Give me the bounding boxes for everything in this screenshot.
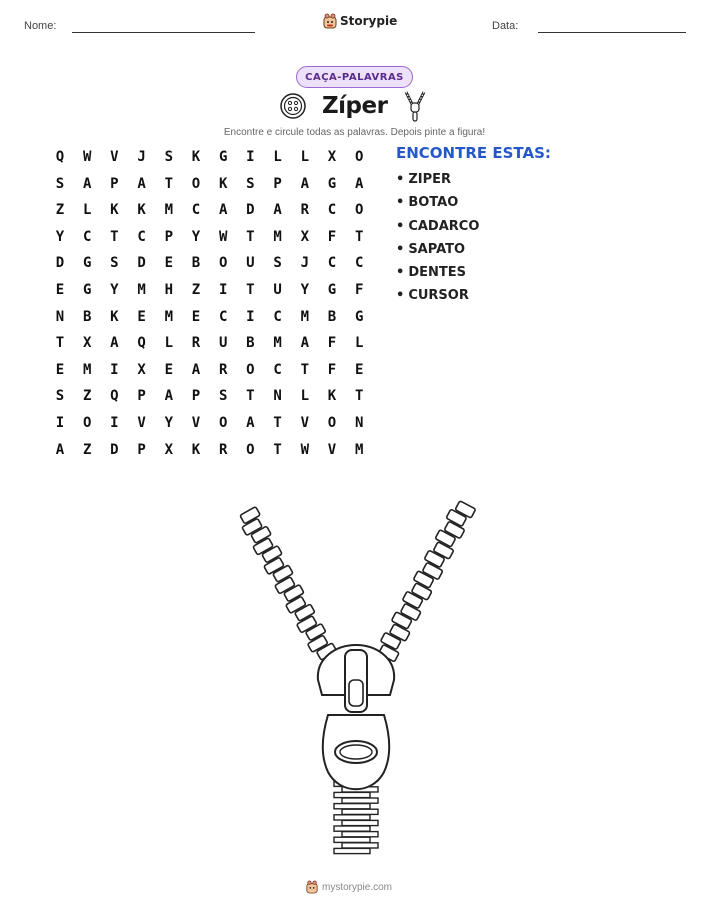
grid-letter: V <box>110 149 119 165</box>
grid-letter: Q <box>55 149 65 165</box>
grid-letter: C <box>137 228 146 245</box>
word-list-label: CADARCO <box>408 218 480 234</box>
grid-letter: N <box>273 388 282 405</box>
word-list-title: ENCONTRE ESTAS: <box>396 144 551 162</box>
grid-letter: A <box>273 202 282 219</box>
word-list <box>396 171 479 311</box>
bullet: • <box>396 195 405 211</box>
grid-letter: X <box>300 228 310 245</box>
grid-letter: S <box>273 255 282 272</box>
category-badge: CAÇA-PALAVRAS <box>296 66 413 88</box>
bullet: • <box>396 172 405 187</box>
grid-letter: E <box>354 361 364 378</box>
grid-letter: M <box>82 361 92 378</box>
button-icon <box>280 93 306 119</box>
grid-letter: I <box>246 149 255 165</box>
grid-letter: S <box>218 388 228 405</box>
zipper-tooth <box>342 809 378 814</box>
grid-letter: M <box>273 335 282 352</box>
grid-letter: A <box>137 175 146 192</box>
grid-letter: A <box>246 415 255 431</box>
grid-letter: Q <box>137 335 146 352</box>
grid-letter: O <box>327 415 337 431</box>
grid-letter: K <box>137 202 146 219</box>
zipper-icon <box>404 90 426 122</box>
zipper-tooth <box>342 820 378 825</box>
grid-letter: Z <box>191 282 201 298</box>
grid-letter: S <box>55 175 65 192</box>
grid-letter: R <box>191 335 201 352</box>
word-list-item <box>396 287 479 310</box>
grid-letter: M <box>164 308 174 325</box>
instructions: Encontre e circule todas as palavras. Depois pinte a figura! <box>223 127 486 138</box>
zipper-tooth <box>334 804 370 809</box>
grid-letter: E <box>191 308 201 325</box>
word-list-item <box>396 194 479 217</box>
grid-letter: W <box>300 441 310 458</box>
grid-letter: O <box>191 175 201 192</box>
grid-letter: M <box>137 282 146 298</box>
grid-letter: H <box>164 282 174 298</box>
grid-letter: I <box>110 361 119 378</box>
grid-letter: C <box>191 202 201 219</box>
zipper-tooth <box>334 848 370 853</box>
grid-letter: S <box>55 388 65 405</box>
grid-letter: M <box>273 228 282 245</box>
grid-letter: A <box>191 361 201 378</box>
grid-letter: T <box>273 415 282 431</box>
grid-letter: G <box>218 149 228 165</box>
zipper-illustration <box>230 490 480 855</box>
grid-letter: K <box>218 175 228 192</box>
grid-letter: E <box>164 255 174 272</box>
grid-letter: G <box>82 255 92 272</box>
grid-letter: I <box>110 415 119 431</box>
grid-letter: F <box>327 361 337 378</box>
grid-letter: M <box>300 308 310 325</box>
grid-letter: E <box>137 308 146 325</box>
pull-tab-hole-inner <box>340 745 372 759</box>
grid-letter: Z <box>82 388 92 405</box>
grid-letter: O <box>82 415 92 431</box>
grid-letter: B <box>246 335 255 352</box>
grid-letter: I <box>246 308 255 325</box>
date-line <box>538 32 686 33</box>
zipper-tooth <box>334 815 370 820</box>
grid-letter: O <box>246 361 255 378</box>
grid-letter: J <box>137 149 146 165</box>
grid-letter: C <box>218 308 228 325</box>
grid-letter: D <box>137 255 146 272</box>
brand-name: Storypie <box>340 14 398 28</box>
grid-letter: K <box>110 308 119 325</box>
grid-letter: D <box>55 255 65 272</box>
grid-letter: F <box>327 335 337 352</box>
grid-letter: N <box>354 415 364 431</box>
grid-letter: T <box>246 388 255 405</box>
grid-letter: P <box>164 228 174 245</box>
grid-letter: L <box>164 335 174 352</box>
grid-letter: Y <box>191 228 201 245</box>
grid-letter: S <box>110 255 119 272</box>
grid-letter: O <box>354 202 364 219</box>
grid-letter: T <box>354 388 364 405</box>
word-list-item <box>396 241 479 264</box>
grid-letter: S <box>246 175 255 192</box>
grid-letter: B <box>327 308 337 325</box>
grid-letter: N <box>55 308 65 325</box>
grid-letter: C <box>327 202 337 219</box>
grid-letter: L <box>354 335 364 352</box>
grid-letter: V <box>137 415 146 431</box>
word-list-label: CURSOR <box>408 288 469 304</box>
grid-letter: V <box>327 441 337 458</box>
grid-letter: D <box>110 441 119 458</box>
grid-letter: K <box>191 149 201 165</box>
grid-letter: L <box>273 149 282 165</box>
grid-letter: E <box>164 361 174 378</box>
grid-letter: O <box>218 255 228 272</box>
grid-letter: A <box>354 175 364 192</box>
grid-letter: T <box>246 282 255 298</box>
grid-letter: L <box>300 388 310 405</box>
grid-letter: R <box>218 361 228 378</box>
grid-letter: G <box>327 175 337 192</box>
grid-letter: W <box>82 149 92 165</box>
grid-letter: T <box>246 228 255 245</box>
grid-letter: Z <box>82 441 92 458</box>
zipper-tooth <box>334 837 370 842</box>
footer-url: mystorypie.com <box>322 881 393 893</box>
word-list-label: SAPATO <box>408 241 466 257</box>
grid-letter: C <box>354 255 364 272</box>
grid-letter: P <box>273 175 282 192</box>
zipper-tooth <box>342 798 378 803</box>
word-list-label: DENTES <box>408 265 466 281</box>
grid-letter: Z <box>55 202 65 219</box>
grid-letter: P <box>191 388 201 405</box>
grid-letter: E <box>55 361 65 378</box>
bullet: • <box>396 241 405 257</box>
grid-letter: Y <box>164 415 174 431</box>
grid-letter: A <box>164 388 174 405</box>
bullet: • <box>396 265 405 281</box>
grid-letter: E <box>55 282 65 298</box>
grid-letter: Y <box>300 282 310 298</box>
zipper-tooth <box>334 792 370 797</box>
grid-letter: O <box>246 441 255 458</box>
grid-letter: Y <box>55 228 65 245</box>
grid-letter: D <box>246 202 255 219</box>
storypie-logo-icon <box>306 880 318 894</box>
grid-letter: S <box>164 149 174 165</box>
grid-letter: A <box>82 175 92 192</box>
zipper-tooth <box>334 826 370 831</box>
grid-letter: U <box>273 282 282 298</box>
grid-letter: C <box>327 255 337 272</box>
grid-letter: F <box>354 282 364 298</box>
grid-letter: C <box>273 361 282 378</box>
grid-letter: R <box>300 202 310 219</box>
grid-letter: C <box>82 228 92 245</box>
grid-letter: V <box>300 415 310 431</box>
grid-letter: L <box>82 202 92 219</box>
grid-letter: X <box>164 441 174 458</box>
grid-letter: T <box>110 228 119 245</box>
grid-letter: B <box>191 255 201 272</box>
grid-letter: T <box>300 361 310 378</box>
grid-letter: B <box>82 308 92 325</box>
grid-letter: Q <box>110 388 119 405</box>
page-title: Zíper <box>322 93 388 119</box>
word-list-item <box>396 264 479 287</box>
grid-letter: A <box>55 441 65 458</box>
grid-letter: F <box>327 228 337 245</box>
name-line <box>72 32 255 33</box>
grid-letter: A <box>300 335 310 352</box>
storypie-logo-icon <box>323 13 337 29</box>
grid-letter: G <box>327 282 337 298</box>
name-label: Nome: <box>24 20 57 32</box>
grid-letter: R <box>218 441 228 458</box>
grid-letter: T <box>273 441 282 458</box>
bullet: • <box>396 218 405 234</box>
grid-letter: P <box>137 388 146 405</box>
grid-letter: J <box>300 255 310 272</box>
grid-letter: O <box>354 149 364 165</box>
grid-letter: I <box>55 415 65 431</box>
zipper-tooth <box>342 843 378 848</box>
grid-letter: P <box>110 175 119 192</box>
grid-letter: U <box>246 255 255 272</box>
grid-letter: K <box>110 202 119 219</box>
grid-letter: K <box>191 441 201 458</box>
grid-letter: I <box>218 282 228 298</box>
grid-letter: T <box>55 335 65 352</box>
slider-hole <box>349 680 363 706</box>
word-list-label: BOTAO <box>408 195 459 211</box>
word-list-item <box>396 218 479 241</box>
grid-letter: V <box>191 415 201 431</box>
grid-letter: K <box>327 388 337 405</box>
grid-letter: A <box>218 202 228 219</box>
grid-letter: A <box>300 175 310 192</box>
grid-letter: T <box>164 175 174 192</box>
grid-letter: G <box>82 282 92 298</box>
grid-letter: W <box>218 228 228 245</box>
grid-letter: A <box>110 335 119 352</box>
grid-letter: T <box>354 228 364 245</box>
grid-letter: X <box>327 149 337 165</box>
grid-letter: M <box>164 202 174 219</box>
grid-letter: L <box>300 149 310 165</box>
grid-letter: U <box>218 335 228 352</box>
bullet: • <box>396 288 405 304</box>
grid-letter: X <box>137 361 146 378</box>
grid-letter: Y <box>110 282 119 298</box>
grid-letter: M <box>354 441 364 458</box>
brand-logo <box>323 13 397 29</box>
word-list-label: ZIPER <box>408 172 451 187</box>
zipper-tooth <box>342 832 378 837</box>
footer <box>306 880 392 894</box>
grid-letter: G <box>354 308 364 325</box>
word-list-item <box>396 171 479 194</box>
grid-letter: O <box>218 415 228 431</box>
grid-letter: P <box>137 441 146 458</box>
date-label: Data: <box>492 20 519 32</box>
grid-letter: C <box>273 308 282 325</box>
grid-letter: X <box>82 335 92 352</box>
